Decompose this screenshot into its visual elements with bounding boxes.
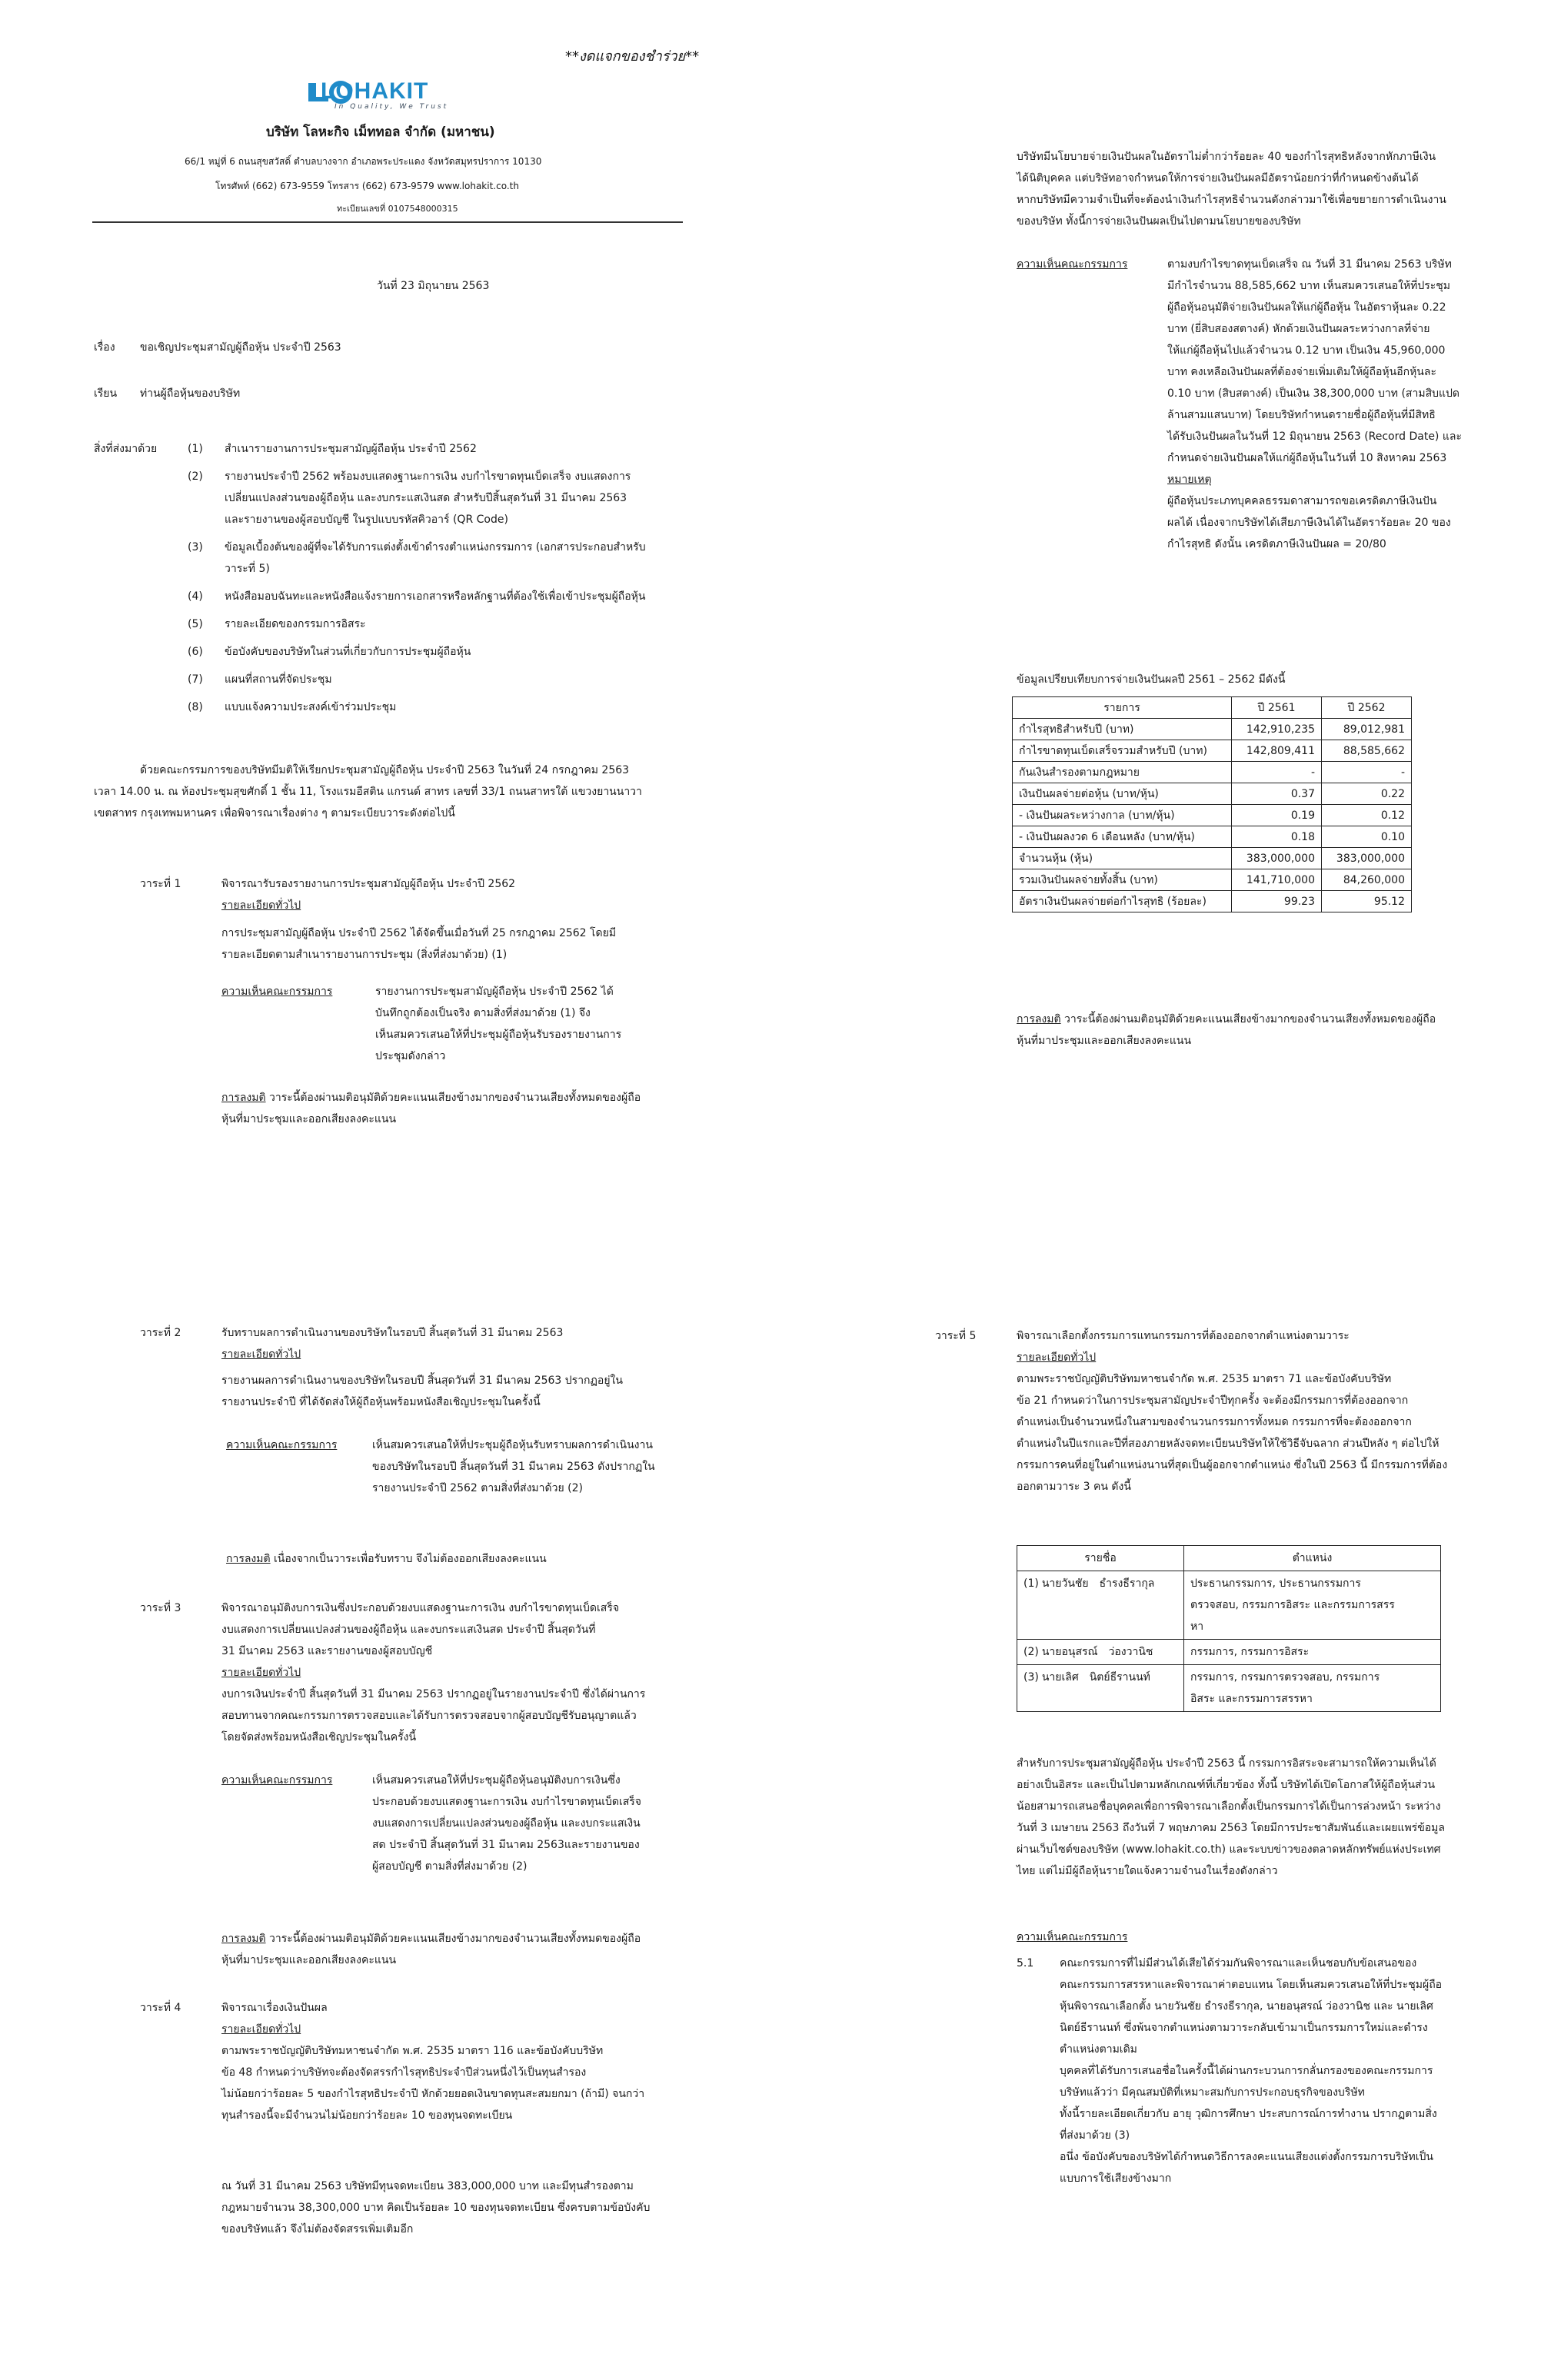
text-line: วันที่ 3 เมษายน 2563 ถึงวันที่ 7 พฤษภาคม 2563 โดยมีการประชาสัมพันธ์และเผยแพร่ข้อมูล (1017, 1822, 1445, 1834)
text-line: กำไรสุทธิ ดังนั้น เครดิตภาษีเงินปันผล = 20/80 (1167, 538, 1386, 550)
intro-paragraph (94, 760, 694, 824)
text-line: หุ้นพิจารณาเลือกตั้ง นายวันชัย ธำรงธีรากุล, นายอนุสรณ์ ว่องวานิช และ นายเลิศ (1060, 2000, 1433, 2013)
text-line: โดยจัดส่งพร้อมหนังสือเชิญประชุมในครั้งนี้ (221, 1731, 417, 1743)
table-row (1013, 762, 1412, 783)
enclosure-number: (3) (188, 541, 203, 553)
table-header: รายการ (1013, 697, 1232, 719)
agenda-2-vote: เนื่องจากเป็นวาระเพื่อรับทราบ จึงไม่ต้องออกเสียงลงคะแนน (274, 1553, 547, 1565)
text-line: การประชุมสามัญผู้ถือหุ้น ประจำปี 2562 ได้จัดขึ้นเมื่อวันที่ 25 กรกฎาคม 2562 โดยมี (221, 927, 617, 939)
agenda-3-details-label: รายละเอียดทั่วไป (221, 1667, 301, 1679)
agenda-5-title: พิจารณาเลือกตั้งกรรมการแทนกรรมการที่ต้องออกจากตำแหน่งตามวาระ (1017, 1330, 1350, 1342)
table-row (1017, 1665, 1441, 1712)
agenda-3-vote (221, 1928, 641, 1971)
agenda-5-opinion (1060, 1953, 1442, 2189)
text-line: กฎหมายจำนวน 38,300,000 บาท คิดเป็นร้อยละ 10 ของทุนจดทะเบียน ซึ่งครบตามข้อบังคับ (221, 2202, 651, 2214)
agenda-5-label: วาระที่ 5 (935, 1330, 977, 1342)
enclosure-text: และรายงานของผู้สอบบัญชี ในรูปแบบรหัสคิวอาร์ (QR Code) (225, 514, 508, 526)
text-line: เห็นสมควรเสนอให้ที่ประชุมผู้ถือหุ้นอนุมัติงบการเงินซึ่ง (372, 1774, 621, 1787)
enclosure-text: สำเนารายงานการประชุมสามัญผู้ถือหุ้น ประจำปี 2562 (225, 443, 477, 455)
text-line: ให้แก่ผู้ถือหุ้นไปแล้วจำนวน 0.12 บาท เป็นเงิน 45,960,000 (1167, 344, 1446, 357)
value-cell: - (1232, 762, 1322, 783)
director-last-name: ว่องวานิช (1108, 1646, 1153, 1658)
intro-line: เขตสาทร กรุงเทพมหานคร เพื่อพิจารณาเรื่องต่าง ๆ ตามระเบียบวาระดังต่อไปนี้ (94, 807, 455, 819)
text-line: ของบริษัทแล้ว จึงไม่ต้องจัดสรรเพิ่มเติมอีก (221, 2223, 414, 2235)
value-cell: 84,260,000 (1322, 869, 1412, 891)
table-row (1013, 848, 1412, 869)
position-line: ประธานกรรมการ, ประธานกรรมการ (1190, 1577, 1361, 1590)
agenda-4-details-2 (221, 2176, 650, 2240)
text-line: ไทย แต่ไม่มีผู้ถือหุ้นรายใดแจ้งความจำนงในเรื่องดังกล่าว (1017, 1865, 1278, 1877)
value-cell: 99.23 (1232, 891, 1322, 912)
enclosure-text: ข้อมูลเบื้องต้นของผู้ที่จะได้รับการแต่งตั้งเข้าดำรงตำแหน่งกรรมการ (เอกสารประกอบสำหรับ (225, 541, 646, 553)
text-line: ออกตามวาระ 3 คน ดังนี้ (1017, 1481, 1131, 1493)
agenda-5-section-number: 5.1 (1017, 1957, 1034, 1969)
table-row (1013, 719, 1412, 740)
text-line: ผ่านเว็บไซต์ของบริษัท (www.lohakit.co.th) และระบบข่าวของตลาดหลักทรัพย์แห่งประเทศ (1017, 1843, 1441, 1856)
enclosure-number: (5) (188, 618, 203, 630)
dividend-table-caption: ข้อมูลเปรียบเทียบการจ่ายเงินปันผลปี 2561 – 2562 มีดังนี้ (1017, 673, 1286, 686)
enclosure-text: แผนที่สถานที่จัดประชุม (225, 673, 332, 686)
position-line: กรรมการ, กรรมการอิสระ (1190, 1646, 1310, 1658)
agenda-2-vote-label: การลงมติ (226, 1553, 271, 1565)
agenda-1-details (221, 922, 616, 966)
text-line: ของบริษัท ทั้งนี้การจ่ายเงินปันผลเป็นไปตามนโยบายของบริษัท (1017, 215, 1301, 228)
subject-label: เรื่อง (94, 341, 115, 354)
agenda-3-vote-label: การลงมติ (221, 1933, 266, 1945)
logo-tagline: In Quality, We Trust (334, 103, 449, 111)
text-line: กรรมการคนที่อยู่ในตำแหน่งนานที่สุดเป็นผู้ออกจากตำแหน่ง ซึ่งในปี 2563 นี้ มีกรรมการที่ต้อง (1017, 1459, 1448, 1471)
table-row (1013, 826, 1412, 848)
director-name-cell (1017, 1571, 1184, 1640)
text-line: ได้รับเงินปันผลในวันที่ 12 มิถุนายน 2563 (Record Date) และ (1167, 430, 1462, 443)
agenda-2-label: วาระที่ 2 (140, 1327, 181, 1339)
text-line: ข้อ 48 กำหนดว่าบริษัทจะต้องจัดสรรกำไรสุทธิประจำปีส่วนหนึ่งไว้เป็นทุนสำรอง (221, 2066, 587, 2079)
enclosure-number: (8) (188, 701, 203, 713)
agenda-2-opinion (372, 1434, 655, 1499)
text-line: เห็นสมควรเสนอให้ที่ประชุมผู้ถือหุ้นรับทราบผลการดำเนินงาน (372, 1439, 653, 1451)
company-registration: ทะเบียนเลขที่ 0107548000315 (337, 204, 458, 214)
value-cell: 383,000,000 (1232, 848, 1322, 869)
text-line: รายงานประจำปี 2562 ตามสิ่งที่ส่งมาด้วย (2) (372, 1482, 583, 1494)
text-line: ณ วันที่ 31 มีนาคม 2563 บริษัทมีทุนจดทะเบียน 383,000,000 บาท และมีทุนสำรองตาม (221, 2180, 634, 2192)
director-number: (3) (1023, 1671, 1039, 1684)
dividend-opinion-label: ความเห็นคณะกรรมการ (1017, 258, 1128, 271)
enclosure-number: (4) (188, 590, 203, 603)
enclosure-text: วาระที่ 5) (225, 563, 270, 575)
text-line: วาระนี้ต้องผ่านมติอนุมัติด้วยคะแนนเสียงข้างมากของจำนวนเสียงทั้งหมดของผู้ถือ (269, 1092, 641, 1104)
directors-table (1017, 1545, 1441, 1712)
table-header: ตำแหน่ง (1184, 1546, 1441, 1571)
value-cell: 383,000,000 (1322, 848, 1412, 869)
agenda-1-opinion (375, 981, 621, 1067)
director-name-cell (1017, 1665, 1184, 1712)
text-line: ประชุมดังกล่าว (375, 1050, 446, 1062)
text-line: บาท (ยี่สิบสองสตางค์) หักด้วยเงินปันผลระหว่างกาลที่จ่าย (1167, 323, 1430, 335)
agenda-4-title: พิจารณาเรื่องเงินปันผล (221, 2002, 328, 2014)
enclosure-text: ข้อบังคับของบริษัทในส่วนที่เกี่ยวกับการประชุมผู้ถือหุ้น (225, 646, 471, 658)
value-cell: 0.37 (1232, 783, 1322, 805)
table-row (1013, 805, 1412, 826)
text-line: ล้านสามแสนบาท) โดยบริษัทกำหนดรายชื่อผู้ถือหุ้นที่มีสิทธิ (1167, 409, 1436, 421)
text-line: พิจารณาอนุมัติงบการเงินซึ่งประกอบด้วยงบแสดงฐานะการเงิน งบกำไรขาดทุนเบ็ดเสร็จ (221, 1602, 620, 1614)
row-label-cell: กำไรขาดทุนเบ็ดเสร็จรวมสำหรับปี (บาท) (1013, 740, 1232, 762)
director-last-name: นิตย์ธีรานนท์ (1089, 1671, 1150, 1684)
text-line: รายงานการประชุมสามัญผู้ถือหุ้น ประจำปี 2562 ได้ (375, 986, 614, 998)
dividend-policy (1017, 146, 1446, 232)
text-line: บริษัทมีนโยบายจ่ายเงินปันผลในอัตราไม่ต่ำกว่าร้อยละ 40 ของกำไรสุทธิหลังจากหักภาษีเงิน (1017, 151, 1436, 163)
enclosure-text: แบบแจ้งความประสงค์เข้าร่วมประชุม (225, 701, 397, 713)
text-line: รายงานผลการดำเนินงานของบริษัทในรอบปี สิ้นสุดวันที่ 31 มีนาคม 2563 ปรากฏอยู่ใน (221, 1374, 623, 1387)
enclosure-number: (7) (188, 673, 203, 686)
text-line: เห็นสมควรเสนอให้ที่ประชุมผู้ถือหุ้นรับรองรายงานการ (375, 1029, 622, 1041)
text-line: หุ้นที่มาประชุมและออกเสียงลงคะแนน (1017, 1035, 1192, 1047)
agenda-3-opinion (372, 1770, 641, 1877)
agenda-5-opinion-label: ความเห็นคณะกรรมการ (1017, 1931, 1128, 1943)
value-cell: 88,585,662 (1322, 740, 1412, 762)
agenda-1-title: พิจารณารับรองรายงานการประชุมสามัญผู้ถือหุ้น ประจำปี 2562 (221, 878, 516, 890)
agenda-1-vote-label: การลงมติ (221, 1092, 266, 1104)
text-line: งบแสดงการเปลี่ยนแปลงส่วนของผู้ถือหุ้น และงบกระแสเงิน (372, 1817, 641, 1830)
position-line: กรรมการ, กรรมการตรวจสอบ, กรรมการ (1190, 1671, 1380, 1684)
row-label-cell: อัตราเงินปันผลจ่ายต่อกำไรสุทธิ (ร้อยละ) (1013, 891, 1232, 912)
value-cell: 89,012,981 (1322, 719, 1412, 740)
value-cell: - (1322, 762, 1412, 783)
agenda-5-details-label: รายละเอียดทั่วไป (1017, 1351, 1097, 1364)
row-label-cell: กันเงินสำรองตามกฎหมาย (1013, 762, 1232, 783)
text-line: นิตย์ธีรานนท์ ซึ่งพ้นจากตำแหน่งตามวาระกลับเข้ามาเป็นกรรมการใหม่และดำรง (1060, 2022, 1428, 2034)
agenda-1-opinion-label: ความเห็นคณะกรรมการ (221, 986, 333, 998)
value-cell: 141,710,000 (1232, 869, 1322, 891)
value-cell: 95.12 (1322, 891, 1412, 912)
text-line: ได้นิติบุคคล แต่บริษัทอาจกำหนดให้การจ่ายเงินปันผลมีอัตราน้อยกว่าที่กำหนดข้างต้นได้ (1017, 172, 1419, 184)
agenda-4-body (221, 1997, 644, 2126)
text-line: ที่ส่งมาด้วย (3) (1060, 2129, 1130, 2142)
dividend-vote (1017, 1009, 1436, 1052)
text-line: ตำแหน่งในปีแรกและปีที่สองภายหลังจดทะเบียนบริษัทให้ใช้วิธีจับฉลาก ส่วนปีหลัง ๆ ต่อไปให้ (1017, 1438, 1440, 1450)
table-row (1013, 891, 1412, 912)
row-label-cell: เงินปันผลจ่ายต่อหุ้น (บาท/หุ้น) (1013, 783, 1232, 805)
position-line: หา (1190, 1620, 1204, 1633)
text-line: งบการเงินประจำปี สิ้นสุดวันที่ 31 มีนาคม 2563 ปรากฏอยู่ในรายงานประจำปี ซึ่งได้ผ่านการ (221, 1688, 646, 1700)
text-line: 31 มีนาคม 2563 และรายงานของผู้สอบบัญชี (221, 1645, 433, 1657)
text-line: อนึ่ง ข้อบังคับของบริษัทได้กำหนดวิธีการลงคะแนนเสียงแต่งตั้งกรรมการบริษัทเป็น (1060, 2151, 1433, 2163)
director-number: (2) (1023, 1646, 1039, 1658)
enclosure-text: เปลี่ยนแปลงส่วนของผู้ถือหุ้น และงบกระแสเงินสด สำหรับปีสิ้นสุดวันที่ 31 มีนาคม 2563 (225, 492, 627, 504)
text-line: สำหรับการประชุมสามัญผู้ถือหุ้น ประจำปี 2563 นี้ กรรมการอิสระจะสามารถให้ความเห็นได้ (1017, 1757, 1436, 1770)
agenda-2-details-label: รายละเอียดทั่วไป (221, 1348, 301, 1361)
table-row (1013, 869, 1412, 891)
position-line: ตรวจสอบ, กรรมการอิสระ และกรรมการสรร (1190, 1599, 1395, 1611)
agenda-3-label: วาระที่ 3 (140, 1602, 181, 1614)
company-logo (304, 77, 488, 115)
value-cell: 142,910,235 (1232, 719, 1322, 740)
dividend-opinion (1167, 254, 1462, 555)
text-line: ทุนสำรองนี้จะมีจำนวนไม่น้อยกว่าร้อยละ 10 ของทุนจดทะเบียน (221, 2109, 513, 2122)
agenda-1-vote (221, 1087, 641, 1130)
text-line: รายละเอียดตามสำเนารายงานการประชุม (สิ่งที่ส่งมาด้วย) (1) (221, 949, 508, 961)
director-position-cell (1184, 1665, 1441, 1712)
text-line: กำหนดจ่ายเงินปันผลให้แก่ผู้ถือหุ้นในวันที่ 10 สิงหาคม 2563 (1167, 452, 1447, 464)
text-line: รายงานประจำปี ที่ได้จัดส่งให้ผู้ถือหุ้นพร้อมหนังสือเชิญประชุมในครั้งนี้ (221, 1396, 541, 1408)
header-divider (92, 221, 683, 223)
text-line: บุคคลที่ได้รับการเสนอชื่อในครั้งนี้ได้ผ่านกระบวนการกลั่นกรองของคณะกรรมการ (1060, 2065, 1433, 2077)
text-line: ผู้ถือหุ้นอนุมัติจ่ายเงินปันผลให้แก่ผู้ถือหุ้น ในอัตราหุ้นละ 0.22 (1167, 301, 1446, 314)
director-first-name: นายวันชัย (1041, 1577, 1089, 1590)
table-header: รายชื่อ (1017, 1546, 1184, 1571)
text-line: หุ้นที่มาประชุมและออกเสียงลงคะแนน (221, 1954, 397, 1966)
letter-date: วันที่ 23 มิถุนายน 2563 (377, 280, 490, 292)
position-line: อิสระ และกรรมการสรรหา (1190, 1693, 1313, 1705)
text-line: ผู้ถือหุ้นประเภทบุคคลธรรมดาสามารถขอเครดิตภาษีเงินปัน (1167, 495, 1437, 507)
handout-note: **งดแจกของชำร่วย** (565, 48, 700, 65)
agenda-3-opinion-label: ความเห็นคณะกรรมการ (221, 1774, 333, 1787)
agenda-1-details-label: รายละเอียดทั่วไป (221, 899, 301, 912)
text-line: ประกอบด้วยงบแสดงฐานะการเงิน งบกำไรขาดทุนเบ็ดเสร็จ (372, 1796, 642, 1808)
row-label-cell: จำนวนหุ้น (หุ้น) (1013, 848, 1232, 869)
value-cell: 0.19 (1232, 805, 1322, 826)
enclosure-number: (1) (188, 443, 203, 455)
value-cell: 0.12 (1322, 805, 1412, 826)
row-label-cell: - เงินปันผลระหว่างกาล (บาท/หุ้น) (1013, 805, 1232, 826)
enclosure-text: หนังสือมอบฉันทะและหนังสือแจ้งรายการเอกสารหรือหลักฐานที่ต้องใช้เพื่อเข้าประชุมผู้ถือหุ้น (225, 590, 646, 603)
company-name: บริษัท โลหะกิจ เม็ททอล จำกัด (มหาชน) (266, 125, 495, 140)
text-line: ตามงบกำไรขาดทุนเบ็ดเสร็จ ณ วันที่ 31 มีนาคม 2563 บริษัท (1167, 258, 1452, 271)
enclosure-text: รายงานประจำปี 2562 พร้อมงบแสดงฐานะการเงิน งบกำไรขาดทุนเบ็ดเสร็จ งบแสดงการ (225, 470, 631, 483)
text-line: ทั้งนี้รายละเอียดเกี่ยวกับ อายุ วุฒิการศึกษา ประสบการณ์การทำงาน ปรากฏตามสิ่ง (1060, 2108, 1437, 2120)
text-line: คณะกรรมการที่ไม่มีส่วนได้เสียได้ร่วมกันพิจารณาและเห็นชอบกับข้อเสนอของ (1060, 1957, 1417, 1969)
text-line: ตามพระราชบัญญัติบริษัทมหาชนจำกัด พ.ศ. 2535 มาตรา 71 และข้อบังคับบริษัท (1017, 1373, 1392, 1385)
table-header-row (1013, 697, 1412, 719)
to-label: เรียน (94, 387, 118, 400)
text-line: ผลได้ เนื่องจากบริษัทได้เสียภาษีเงินได้ในอัตราร้อยละ 20 ของ (1167, 517, 1451, 529)
director-first-name: นายอนุสรณ์ (1041, 1646, 1098, 1658)
table-row (1013, 783, 1412, 805)
enclosure-number: (6) (188, 646, 203, 658)
text-line: มีกำไรจำนวน 88,585,662 บาท เห็นสมควรเสนอให้ที่ประชุม (1167, 280, 1451, 292)
value-cell: 0.10 (1322, 826, 1412, 848)
value-cell: 142,809,411 (1232, 740, 1322, 762)
text-line: วาระนี้ต้องผ่านมติอนุมัติด้วยคะแนนเสียงข้างมากของจำนวนเสียงทั้งหมดของผู้ถือ (1064, 1013, 1436, 1025)
text-line: ไม่น้อยกว่าร้อยละ 5 ของกำไรสุทธิประจำปี หักด้วยยอดเงินขาดทุนสะสมยกมา (ถ้ามี) จนกว่า (221, 2088, 645, 2100)
text-line: อย่างเป็นอิสระ และเป็นไปตามหลักเกณฑ์ที่เกี่ยวข้อง ทั้งนี้ บริษัทได้เปิดโอกาสให้ผู้ถือหุ้นส่วน (1017, 1779, 1436, 1791)
company-address: 66/1 หมู่ที่ 6 ถนนสุขสวัสดิ์ ตำบลบางจาก อำเภอพระประแดง จังหวัดสมุทรปราการ 10130 (185, 156, 542, 167)
agenda-1-label: วาระที่ 1 (140, 878, 181, 890)
dividend-vote-label: การลงมติ (1017, 1013, 1061, 1025)
enclosure-number: (2) (188, 470, 203, 483)
dividend-comparison-table (1012, 696, 1412, 912)
text-line: บาท คงเหลือเงินปันผลที่ต้องจ่ายเพิ่มเติมให้ผู้ถือหุ้นอีกหุ้นละ (1167, 366, 1436, 378)
director-name-cell (1017, 1640, 1184, 1665)
text-line: งบแสดงการเปลี่ยนแปลงส่วนของผู้ถือหุ้น และงบกระแสเงินสด ประจำปี สิ้นสุดวันที่ (221, 1624, 596, 1636)
director-position-cell (1184, 1571, 1441, 1640)
agenda-4-details-label: รายละเอียดทั่วไป (221, 2023, 301, 2036)
table-row (1017, 1640, 1441, 1665)
director-position-cell (1184, 1640, 1441, 1665)
text-line: หุ้นที่มาประชุมและออกเสียงลงคะแนน (221, 1113, 397, 1125)
text-line: 0.10 บาท (สิบสตางค์) เป็นเงิน 38,300,000 บาท (สามสิบแปด (1167, 387, 1460, 400)
agenda-2-title: รับทราบผลการดำเนินงานของบริษัทในรอบปี สิ้นสุดวันที่ 31 มีนาคม 2563 (221, 1327, 564, 1339)
table-row (1017, 1571, 1441, 1640)
agenda-3-title (221, 1597, 645, 1748)
subject-text: ขอเชิญประชุมสามัญผู้ถือหุ้น ประจำปี 2563 (140, 341, 341, 354)
director-last-name: ธำรงธีรากุล (1099, 1577, 1155, 1590)
row-label-cell: รวมเงินปันผลจ่ายทั้งสิ้น (บาท) (1013, 869, 1232, 891)
table-header: ปี 2562 (1322, 697, 1412, 719)
agenda-4-label: วาระที่ 4 (140, 2002, 181, 2014)
text-line: บริษัทแล้วว่า มีคุณสมบัติที่เหมาะสมกับการประกอบธุรกิจของบริษัท (1060, 2086, 1365, 2099)
director-first-name: นายเลิศ (1041, 1671, 1079, 1684)
text-line: วาระนี้ต้องผ่านมติอนุมัติด้วยคะแนนเสียงข้างมากของจำนวนเสียงทั้งหมดของผู้ถือ (269, 1933, 641, 1945)
value-cell: 0.18 (1232, 826, 1322, 848)
text-line: ผู้สอบบัญชี ตามสิ่งที่ส่งมาด้วย (2) (372, 1860, 528, 1873)
text-line: หากบริษัทมีความจำเป็นที่จะต้องนำเงินกำไรสุทธิจำนวนดังกล่าวมาใช้เพื่อขยายการดำเนินงาน (1017, 194, 1446, 206)
intro-line: เวลา 14.00 น. ณ ห้องประชุมสุขศักดิ์ 1 ชั้น 11, โรงแรมอีสติน แกรนด์ สาทร เลขที่ 33/1 ถนนสาทรใต้ แขวงยานนาวา (94, 786, 642, 798)
director-number: (1) (1023, 1577, 1039, 1590)
enclosure-text: รายละเอียดของกรรมการอิสระ (225, 618, 366, 630)
text-line: ตำแหน่งตามเดิม (1060, 2043, 1137, 2056)
text-line: ตำแหน่งเป็นจำนวนหนึ่งในสามของจำนวนกรรมการทั้งหมด กรรมการที่จะต้องออกจาก (1017, 1416, 1412, 1428)
text-line: น้อยสามารถเสนอชื่อบุคคลเพื่อการพิจารณาเลือกตั้งเป็นกรรมการได้เป็นการล่วงหน้า ระหว่าง (1017, 1800, 1441, 1813)
enclosure-label: สิ่งที่ส่งมาด้วย (94, 443, 158, 455)
to-text: ท่านผู้ถือหุ้นของบริษัท (140, 387, 241, 400)
text-line: ตามพระราชบัญญัติบริษัทมหาชนจำกัด พ.ศ. 2535 มาตรา 116 และข้อบังคับบริษัท (221, 2045, 604, 2057)
agenda-5-body (1017, 1325, 1447, 1497)
text-line: ข้อ 21 กำหนดว่าในการประชุมสามัญประจำปีทุกครั้ง จะต้องมีกรรมการที่ต้องออกจาก (1017, 1394, 1409, 1407)
table-header: ปี 2561 (1232, 697, 1322, 719)
text-line: สอบทานจากคณะกรรมการตรวจสอบและได้รับการตรวจสอบจากผู้สอบบัญชีรับอนุญาตแล้ว (221, 1710, 637, 1722)
text-line: บันทึกถูกต้องเป็นจริง ตามสิ่งที่ส่งมาด้วย (1) จึง (375, 1007, 591, 1019)
text-line: แบบการใช้เสียงข้างมาก (1060, 2172, 1172, 2185)
table-header-row (1017, 1546, 1441, 1571)
agenda-2-details (221, 1370, 623, 1413)
row-label-cell: กำไรสุทธิสำหรับปี (บาท) (1013, 719, 1232, 740)
logo-text: LOHAKIT (321, 78, 429, 104)
text-line: คณะกรรมการสรรหาและพิจารณาค่าตอบแทน โดยเห็นสมควรเสนอให้ที่ประชุมผู้ถือ (1060, 1979, 1443, 1991)
value-cell: 0.22 (1322, 783, 1412, 805)
agenda-2-opinion-label: ความเห็นคณะกรรมการ (226, 1439, 338, 1451)
table-row (1013, 740, 1412, 762)
agenda-5-notice (1017, 1753, 1445, 1882)
company-contact: โทรศัพท์ (662) 673-9559 โทรสาร (662) 673-9579 www.lohakit.co.th (215, 181, 519, 191)
row-label-cell: - เงินปันผลงวด 6 เดือนหลัง (บาท/หุ้น) (1013, 826, 1232, 848)
text-line: สด ประจำปี สิ้นสุดวันที่ 31 มีนาคม 2563และรายงานของ (372, 1839, 640, 1851)
text-line: ของบริษัทในรอบปี สิ้นสุดวันที่ 31 มีนาคม 2563 ดังปรากฏใน (372, 1461, 655, 1473)
enclosure-list (188, 438, 695, 738)
intro-line: ด้วยคณะกรรมการของบริษัทมีมติให้เรียกประชุมสามัญผู้ถือหุ้น ประจำปี 2563 ในวันที่ 24 กรกฎาคม 2563 (140, 764, 630, 776)
note-label: หมายเหตุ (1167, 474, 1212, 486)
